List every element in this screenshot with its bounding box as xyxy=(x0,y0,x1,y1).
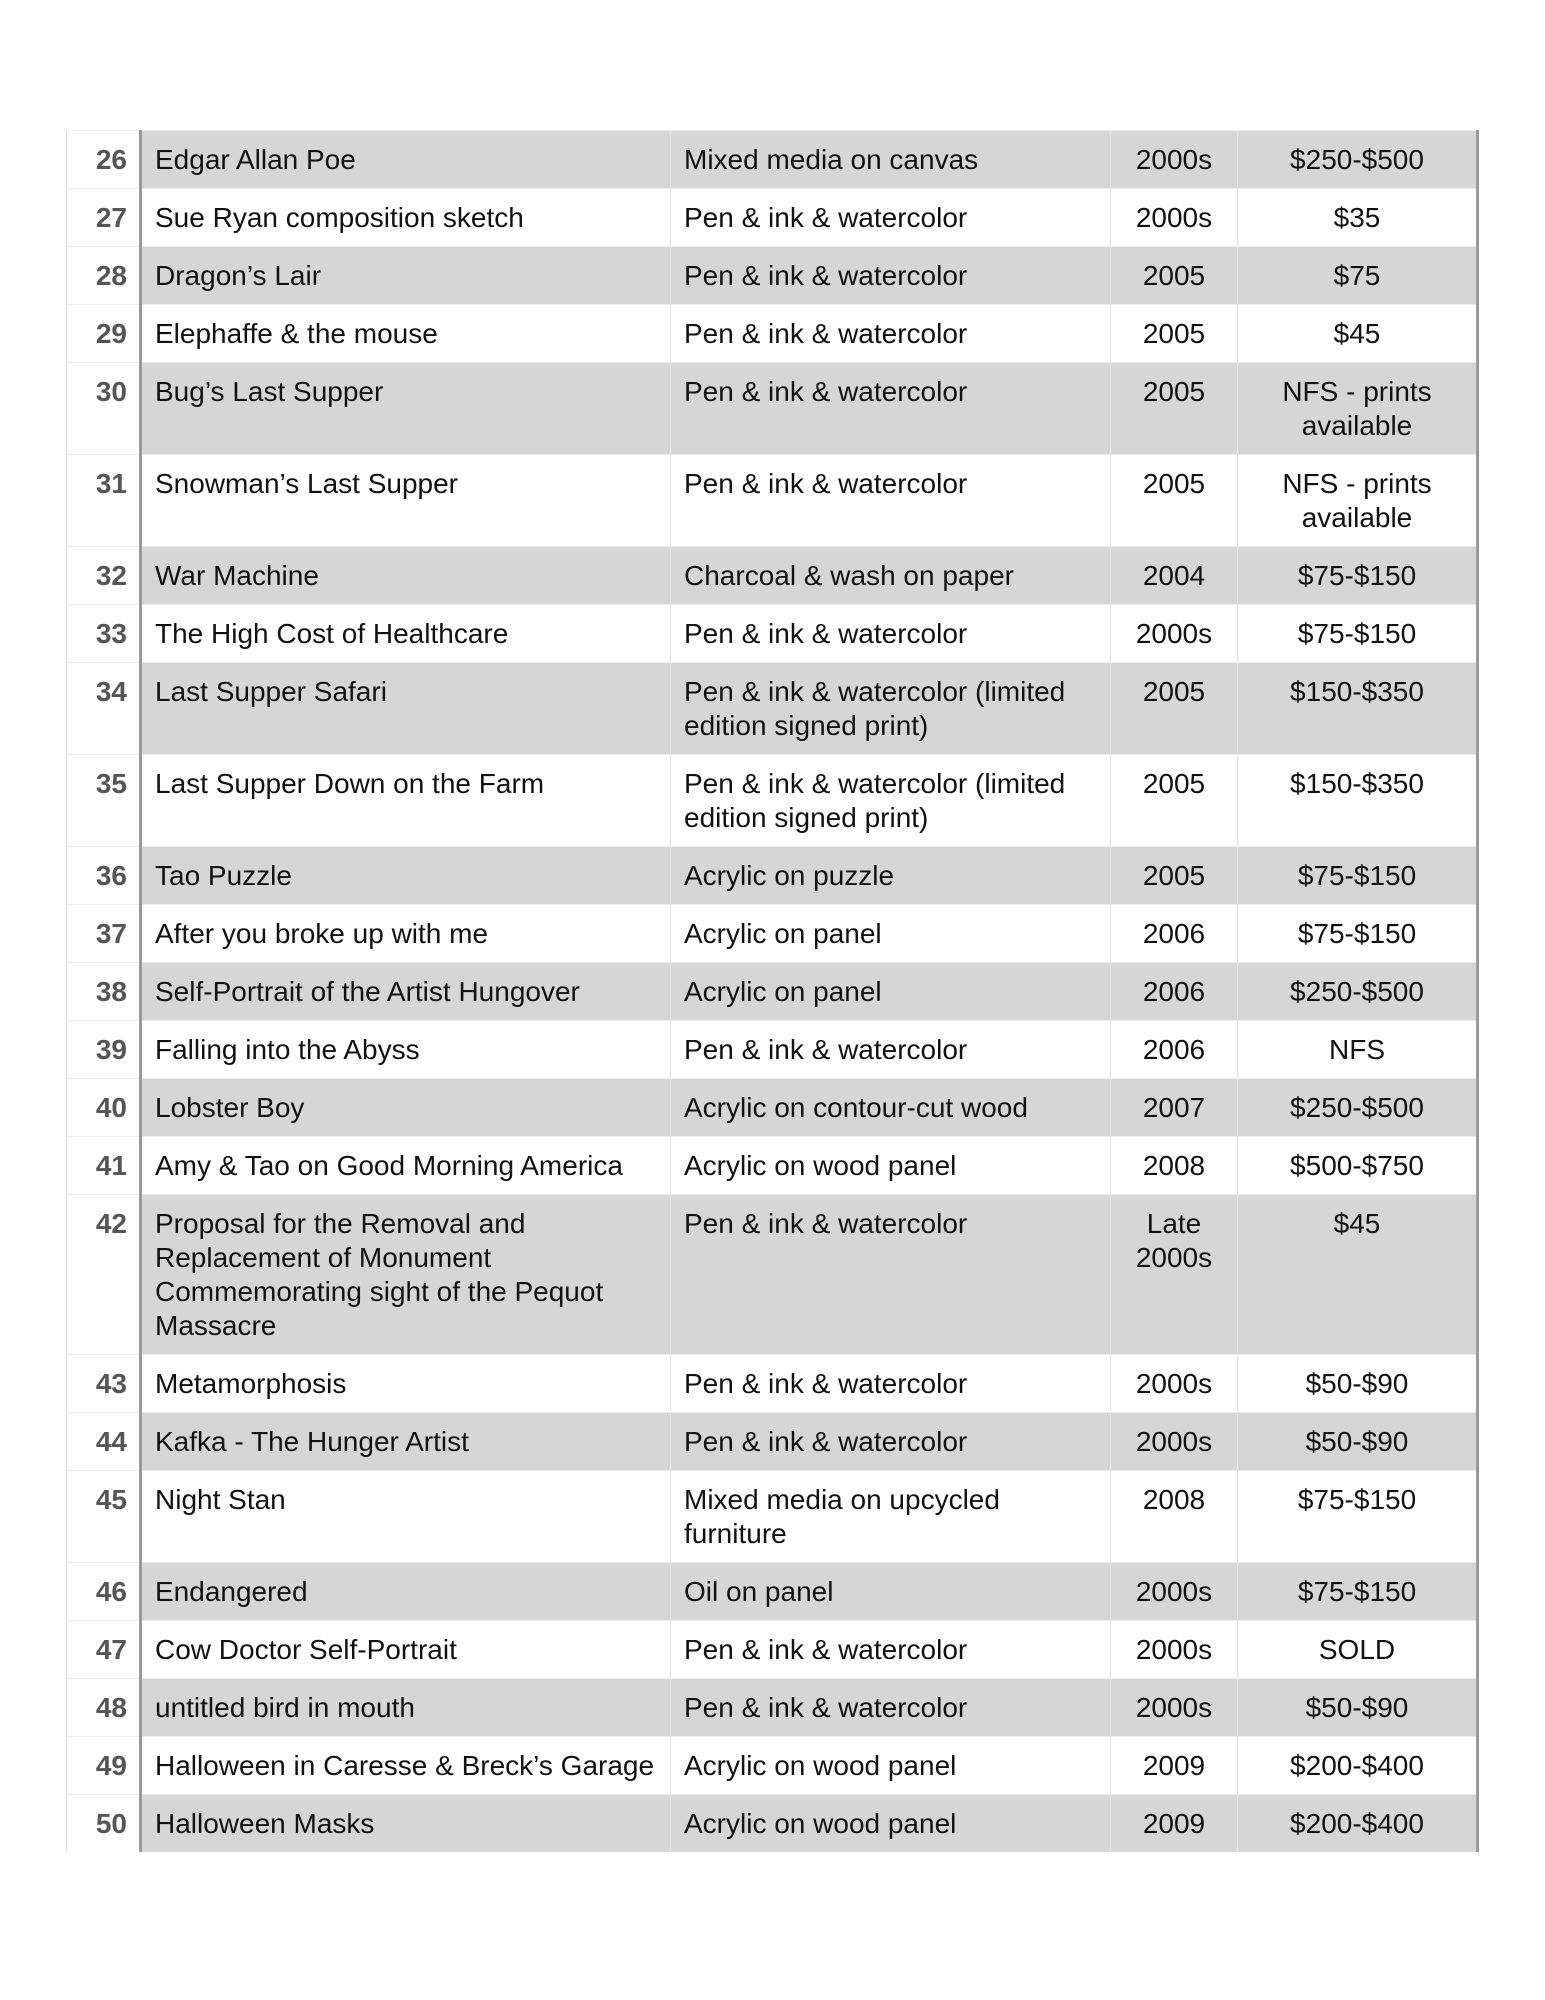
artwork-year: 2009 xyxy=(1111,1795,1238,1853)
artwork-title: untitled bird in mouth xyxy=(141,1679,671,1737)
artwork-medium: Pen & ink & watercolor (limited edition signed print) xyxy=(671,663,1111,755)
table-row xyxy=(67,755,1478,847)
table-row xyxy=(67,1137,1478,1195)
artwork-medium: Acrylic on panel xyxy=(671,963,1111,1021)
artwork-medium: Acrylic on puzzle xyxy=(671,847,1111,905)
artwork-year: Late 2000s xyxy=(1111,1195,1238,1355)
artwork-title: Kafka - The Hunger Artist xyxy=(141,1413,671,1471)
artwork-medium: Pen & ink & watercolor xyxy=(671,305,1111,363)
table-row xyxy=(67,189,1478,247)
artwork-price: $75 xyxy=(1238,247,1478,305)
artwork-title: Proposal for the Removal and Replacement of Monument Commemorating sight of the Pequot Massacre xyxy=(141,1195,671,1355)
artwork-price: $250-$500 xyxy=(1238,131,1478,189)
artwork-medium: Pen & ink & watercolor (limited edition signed print) xyxy=(671,755,1111,847)
row-number: 32 xyxy=(67,547,141,605)
row-number: 40 xyxy=(67,1079,141,1137)
table-row xyxy=(67,1413,1478,1471)
artwork-year: 2007 xyxy=(1111,1079,1238,1137)
artwork-medium: Pen & ink & watercolor xyxy=(671,1355,1111,1413)
artwork-title: Dragon’s Lair xyxy=(141,247,671,305)
table-row xyxy=(67,1079,1478,1137)
artwork-title: War Machine xyxy=(141,547,671,605)
artwork-year: 2006 xyxy=(1111,905,1238,963)
artwork-price: $500-$750 xyxy=(1238,1137,1478,1195)
row-number: 42 xyxy=(67,1195,141,1355)
artwork-title: Amy & Tao on Good Morning America xyxy=(141,1137,671,1195)
artwork-price: $45 xyxy=(1238,305,1478,363)
artwork-title: Falling into the Abyss xyxy=(141,1021,671,1079)
artwork-year: 2000s xyxy=(1111,1621,1238,1679)
artwork-price-list xyxy=(66,130,1477,1852)
row-number: 39 xyxy=(67,1021,141,1079)
artwork-title: Snowman’s Last Supper xyxy=(141,455,671,547)
table-row xyxy=(67,305,1478,363)
table-row xyxy=(67,455,1478,547)
artwork-title: Edgar Allan Poe xyxy=(141,131,671,189)
table-row xyxy=(67,131,1478,189)
artwork-price: $150-$350 xyxy=(1238,663,1478,755)
artwork-price: $45 xyxy=(1238,1195,1478,1355)
artwork-price: NFS - prints available xyxy=(1238,363,1478,455)
artwork-title: Sue Ryan composition sketch xyxy=(141,189,671,247)
table-row xyxy=(67,605,1478,663)
artwork-price: $75-$150 xyxy=(1238,905,1478,963)
artwork-year: 2005 xyxy=(1111,363,1238,455)
artwork-medium: Oil on panel xyxy=(671,1563,1111,1621)
row-number: 45 xyxy=(67,1471,141,1563)
artwork-title: Halloween in Caresse & Breck’s Garage xyxy=(141,1737,671,1795)
artwork-price: NFS xyxy=(1238,1021,1478,1079)
artwork-title: Cow Doctor Self-Portrait xyxy=(141,1621,671,1679)
artwork-title: Last Supper Safari xyxy=(141,663,671,755)
table-row xyxy=(67,847,1478,905)
artwork-price: $75-$150 xyxy=(1238,1471,1478,1563)
artwork-year: 2005 xyxy=(1111,247,1238,305)
row-number: 48 xyxy=(67,1679,141,1737)
artwork-price: NFS - prints available xyxy=(1238,455,1478,547)
table-row xyxy=(67,363,1478,455)
table-row xyxy=(67,1737,1478,1795)
artwork-price: $50-$90 xyxy=(1238,1679,1478,1737)
row-number: 27 xyxy=(67,189,141,247)
artwork-medium: Acrylic on wood panel xyxy=(671,1737,1111,1795)
row-number: 44 xyxy=(67,1413,141,1471)
artwork-price: $75-$150 xyxy=(1238,547,1478,605)
artwork-title: The High Cost of Healthcare xyxy=(141,605,671,663)
artwork-medium: Pen & ink & watercolor xyxy=(671,1621,1111,1679)
artwork-medium: Acrylic on wood panel xyxy=(671,1137,1111,1195)
artwork-price: $75-$150 xyxy=(1238,847,1478,905)
artwork-year: 2006 xyxy=(1111,1021,1238,1079)
artwork-year: 2005 xyxy=(1111,663,1238,755)
row-number: 36 xyxy=(67,847,141,905)
table-row xyxy=(67,1795,1478,1853)
artwork-table xyxy=(66,130,1479,1852)
row-number: 43 xyxy=(67,1355,141,1413)
artwork-medium: Acrylic on panel xyxy=(671,905,1111,963)
artwork-medium: Acrylic on contour-cut wood xyxy=(671,1079,1111,1137)
artwork-medium: Pen & ink & watercolor xyxy=(671,189,1111,247)
row-number: 33 xyxy=(67,605,141,663)
row-number: 26 xyxy=(67,131,141,189)
row-number: 30 xyxy=(67,363,141,455)
row-number: 35 xyxy=(67,755,141,847)
artwork-price: $200-$400 xyxy=(1238,1737,1478,1795)
artwork-title: Bug’s Last Supper xyxy=(141,363,671,455)
row-number: 50 xyxy=(67,1795,141,1853)
artwork-price: SOLD xyxy=(1238,1621,1478,1679)
table-row xyxy=(67,1195,1478,1355)
artwork-year: 2000s xyxy=(1111,1563,1238,1621)
artwork-medium: Mixed media on upcycled furniture xyxy=(671,1471,1111,1563)
artwork-price: $250-$500 xyxy=(1238,963,1478,1021)
artwork-title: Last Supper Down on the Farm xyxy=(141,755,671,847)
artwork-medium: Pen & ink & watercolor xyxy=(671,247,1111,305)
artwork-year: 2005 xyxy=(1111,847,1238,905)
artwork-medium: Mixed media on canvas xyxy=(671,131,1111,189)
artwork-year: 2000s xyxy=(1111,605,1238,663)
artwork-medium: Acrylic on wood panel xyxy=(671,1795,1111,1853)
row-number: 28 xyxy=(67,247,141,305)
table-row xyxy=(67,663,1478,755)
artwork-year: 2000s xyxy=(1111,131,1238,189)
row-number: 31 xyxy=(67,455,141,547)
artwork-medium: Pen & ink & watercolor xyxy=(671,455,1111,547)
row-number: 49 xyxy=(67,1737,141,1795)
artwork-title: Self-Portrait of the Artist Hungover xyxy=(141,963,671,1021)
artwork-medium: Pen & ink & watercolor xyxy=(671,1413,1111,1471)
artwork-price: $150-$350 xyxy=(1238,755,1478,847)
artwork-title: Tao Puzzle xyxy=(141,847,671,905)
table-row xyxy=(67,1679,1478,1737)
artwork-year: 2008 xyxy=(1111,1471,1238,1563)
artwork-year: 2005 xyxy=(1111,455,1238,547)
artwork-title: Lobster Boy xyxy=(141,1079,671,1137)
artwork-price: $200-$400 xyxy=(1238,1795,1478,1853)
artwork-year: 2000s xyxy=(1111,1355,1238,1413)
artwork-price: $75-$150 xyxy=(1238,1563,1478,1621)
artwork-medium: Pen & ink & watercolor xyxy=(671,1195,1111,1355)
table-row xyxy=(67,1471,1478,1563)
artwork-medium: Pen & ink & watercolor xyxy=(671,1679,1111,1737)
artwork-year: 2009 xyxy=(1111,1737,1238,1795)
table-row xyxy=(67,1621,1478,1679)
row-number: 38 xyxy=(67,963,141,1021)
artwork-year: 2000s xyxy=(1111,1413,1238,1471)
artwork-table-body xyxy=(67,131,1478,1853)
artwork-medium: Pen & ink & watercolor xyxy=(671,1021,1111,1079)
artwork-year: 2006 xyxy=(1111,963,1238,1021)
artwork-year: 2000s xyxy=(1111,1679,1238,1737)
table-row xyxy=(67,547,1478,605)
artwork-year: 2005 xyxy=(1111,755,1238,847)
table-row xyxy=(67,1355,1478,1413)
artwork-title: Night Stan xyxy=(141,1471,671,1563)
artwork-price: $75-$150 xyxy=(1238,605,1478,663)
table-row xyxy=(67,1563,1478,1621)
row-number: 29 xyxy=(67,305,141,363)
artwork-title: Halloween Masks xyxy=(141,1795,671,1853)
row-number: 47 xyxy=(67,1621,141,1679)
artwork-title: Endangered xyxy=(141,1563,671,1621)
row-number: 41 xyxy=(67,1137,141,1195)
artwork-year: 2008 xyxy=(1111,1137,1238,1195)
row-number: 37 xyxy=(67,905,141,963)
artwork-title: After you broke up with me xyxy=(141,905,671,963)
artwork-year: 2005 xyxy=(1111,305,1238,363)
artwork-year: 2000s xyxy=(1111,189,1238,247)
row-number: 34 xyxy=(67,663,141,755)
table-row xyxy=(67,1021,1478,1079)
artwork-medium: Pen & ink & watercolor xyxy=(671,363,1111,455)
artwork-medium: Pen & ink & watercolor xyxy=(671,605,1111,663)
artwork-price: $50-$90 xyxy=(1238,1413,1478,1471)
artwork-title: Elephaffe & the mouse xyxy=(141,305,671,363)
artwork-title: Metamorphosis xyxy=(141,1355,671,1413)
row-number: 46 xyxy=(67,1563,141,1621)
table-row xyxy=(67,963,1478,1021)
table-row xyxy=(67,247,1478,305)
artwork-price: $250-$500 xyxy=(1238,1079,1478,1137)
artwork-year: 2004 xyxy=(1111,547,1238,605)
artwork-price: $35 xyxy=(1238,189,1478,247)
artwork-price: $50-$90 xyxy=(1238,1355,1478,1413)
artwork-medium: Charcoal & wash on paper xyxy=(671,547,1111,605)
table-row xyxy=(67,905,1478,963)
